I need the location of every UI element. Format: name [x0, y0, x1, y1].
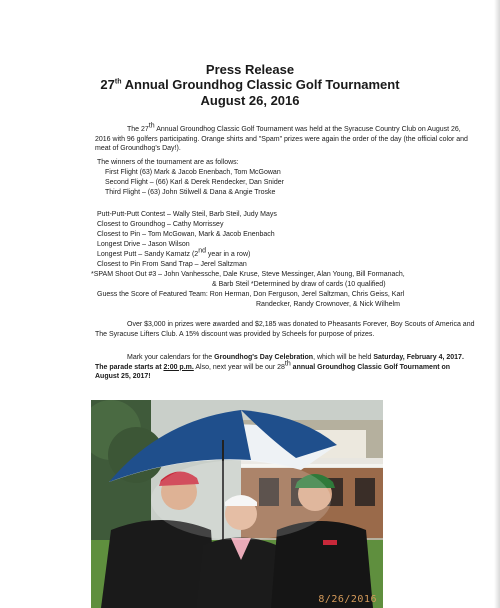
tournament-title: 27th Annual Groundhog Classic Golf Tournament [100, 77, 400, 92]
winners-heading: The winners of the tournament are as follows: [97, 159, 239, 166]
contest-putt: Putt-Putt-Putt Contest – Wally Steil, Barb Steil, Judy Mays [97, 211, 277, 218]
contest-longest-drive: Longest Drive – Jason Wilson [97, 241, 190, 248]
tournament-date: August 26, 2016 [200, 93, 300, 108]
winner-first-flight: First Flight (63) Mark & Jacob Enenbach, Tom McGowan [105, 169, 281, 176]
contest-guess-score: Guess the Score of Featured Team: Ron Herman, Don Ferguson, Jerel Saltzman, Chris Geiss, Karl [97, 291, 405, 298]
golfers-photo-drawing [91, 400, 383, 608]
prizes-paragraph: Over $3,000 in prizes were awarded and $2,185 was donated to Pheasants Forever, Boy Scouts of America and The Syracuse Lifters Club. A 15% discount was provided by Scheels for purpose of prizes. [95, 321, 475, 338]
winner-third-flight: Third Flight – (63) John Stilwell & Dana & Angie Troske [105, 189, 276, 196]
press-release-heading: Press Release [205, 62, 295, 77]
contest-guess-score-cont: Randecker, Randy Crownover, & Nick Wilhelm [256, 301, 400, 308]
golfers-photo [91, 400, 383, 608]
contest-sand-trap: Closest to Pin From Sand Trap – Jerel Saltzman [97, 261, 247, 268]
winner-second-flight: Second Flight – (66) Karl & Derek Rendecker, Dan Snider [105, 179, 284, 186]
contest-closest-pin: Closest to Pin – Tom McGowan, Mark & Jacob Enenbach [97, 231, 275, 238]
scanned-page-edge [494, 0, 500, 608]
contest-spam-shootout: *SPAM Shoot Out #3 – John Vanhessche, Dale Kruse, Steve Messinger, Alan Young, Bill Formanach, [91, 271, 405, 278]
photo-date-stamp: 8/26/2016 [318, 594, 377, 605]
intro-paragraph: The 27th Annual Groundhog Classic Golf Tournament was held at the Syracuse Country Club on August 26, 2016 with 96 golfers participating. Orange shirts and "Spam" prizes were again the order of the day (the official color and meat of Groundhog's Day!). [95, 122, 468, 153]
contest-longest-putt: Longest Putt – Sandy Karnatz (2nd year in a row) [97, 247, 251, 258]
calendar-paragraph: Mark your calendars for the Groundhog's Day Celebration, which will be held Saturday, February 4, 2017. The parade starts at 2:00 p.m. Also, next year will be our 28th annual Groundhog Classic Golf Tournament on August 25, 2017! [95, 354, 464, 381]
contest-closest-groundhog: Closest to Groundhog – Cathy Morrissey [97, 221, 224, 228]
contest-spam-shootout-cont: & Barb Steil *Determined by draw of cards (10 qualified) [212, 281, 386, 288]
